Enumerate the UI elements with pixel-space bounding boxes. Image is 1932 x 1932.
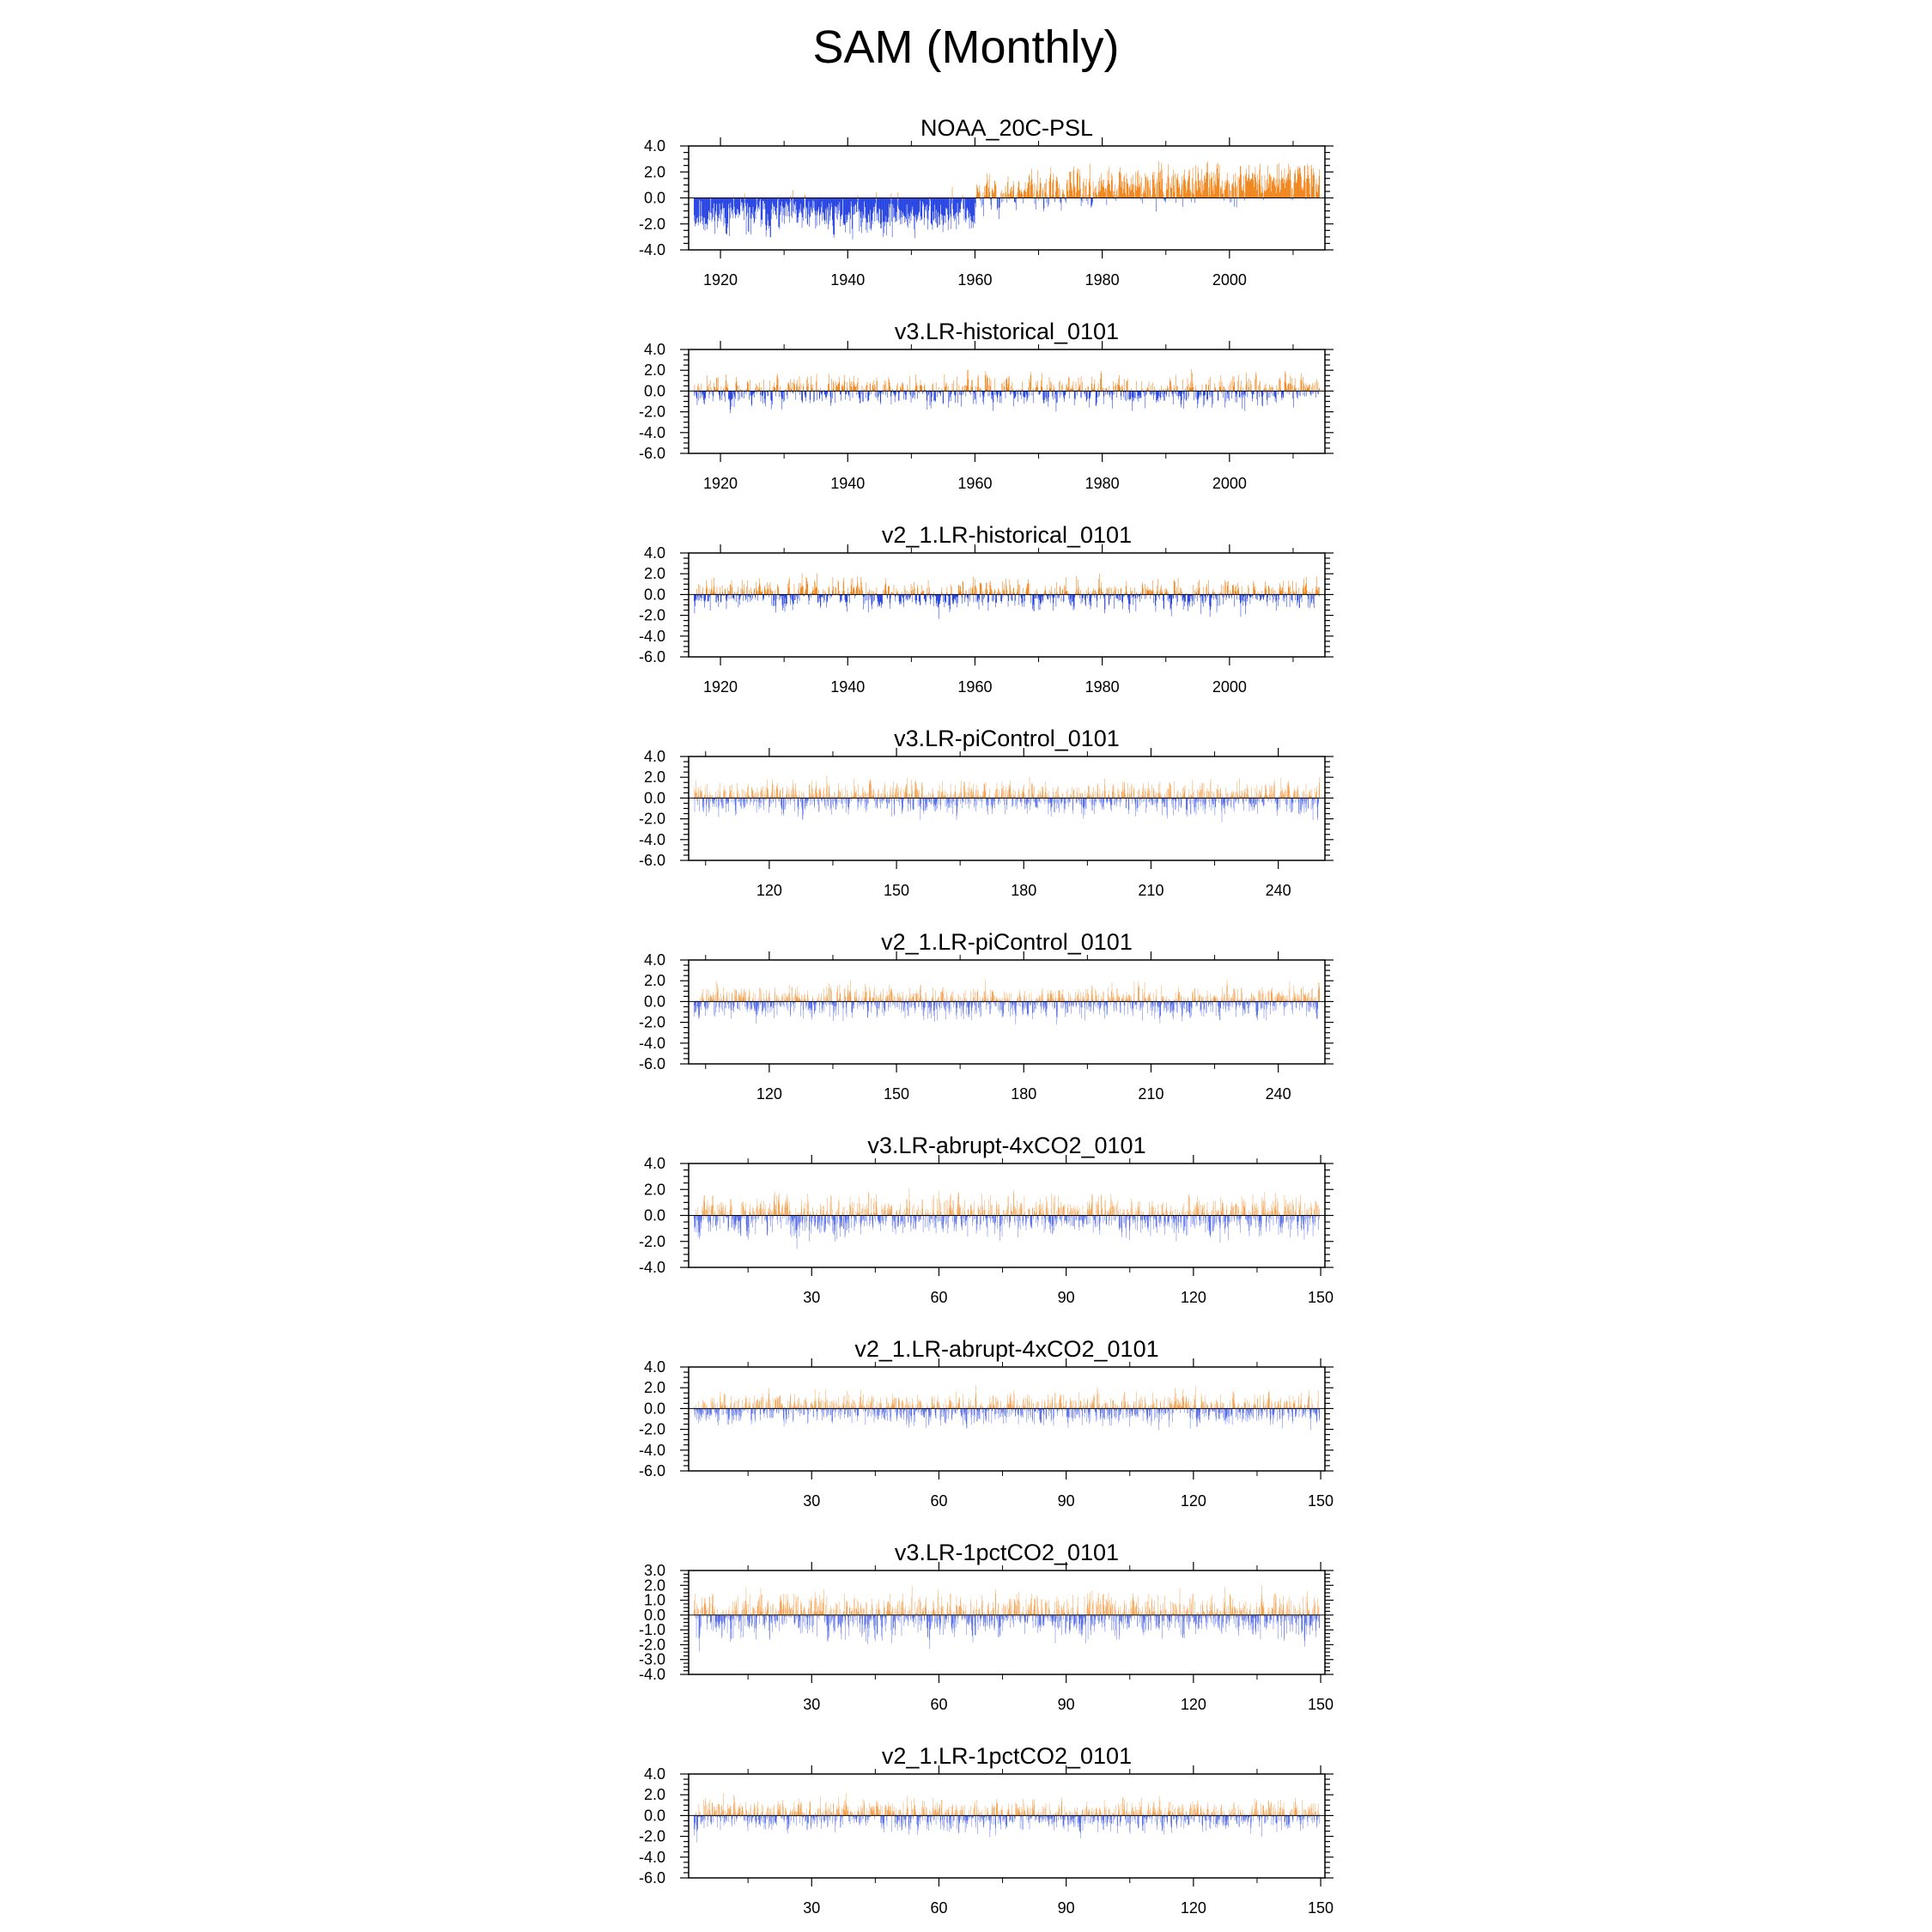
x-tick-label: 30 xyxy=(803,1289,821,1306)
panel-title: v3.LR-historical_0101 xyxy=(894,319,1120,344)
y-tick-label: -4.0 xyxy=(638,1848,665,1866)
negative-bars xyxy=(696,1615,1320,1651)
positive-bars xyxy=(694,775,1320,798)
y-tick-label: 2.0 xyxy=(643,361,665,380)
x-tick-label: 90 xyxy=(1057,1696,1075,1713)
y-tick-label: -6.0 xyxy=(638,1869,665,1886)
y-tick-label: -6.0 xyxy=(638,1055,665,1072)
x-tick-label: 240 xyxy=(1265,882,1291,899)
positive-bars xyxy=(694,1586,1319,1615)
y-tick-label: 0.0 xyxy=(643,789,665,807)
panel-title: v3.LR-abrupt-4xCO2_0101 xyxy=(867,1133,1146,1158)
y-tick-label: 2.0 xyxy=(643,163,665,181)
y-tick-label: 2.0 xyxy=(643,1181,665,1199)
plot-frame xyxy=(689,349,1325,453)
x-tick-label: 1920 xyxy=(703,475,738,492)
y-tick-label: -2.0 xyxy=(638,1827,665,1845)
negative-bars xyxy=(694,594,1319,618)
x-tick-label: 120 xyxy=(1180,1289,1206,1306)
y-tick-label: 3.0 xyxy=(643,1562,665,1579)
sam-panel xyxy=(639,1540,1334,1713)
x-tick-label: 180 xyxy=(1011,1085,1037,1103)
y-tick-label: 2.0 xyxy=(643,1577,665,1595)
y-tick-label: 2.0 xyxy=(643,972,665,990)
x-tick-label: 120 xyxy=(756,882,782,899)
y-tick-label: 0.0 xyxy=(643,189,665,207)
y-tick-label: -2.0 xyxy=(638,215,665,233)
x-tick-label: 1980 xyxy=(1084,475,1120,492)
panel-title: v3.LR-piControl_0101 xyxy=(894,726,1120,751)
x-tick-label: 2000 xyxy=(1212,271,1247,289)
x-tick-label: 150 xyxy=(1308,1289,1334,1306)
y-tick-label: 4.0 xyxy=(643,137,665,155)
y-tick-label: -4.0 xyxy=(638,1441,665,1459)
x-tick-label: 1920 xyxy=(703,678,738,696)
y-tick-label: -6.0 xyxy=(638,1462,665,1479)
y-tick-label: 4.0 xyxy=(643,341,665,358)
positive-bars xyxy=(694,1386,1318,1409)
negative-bars xyxy=(694,1815,1320,1842)
negative-bars xyxy=(694,1216,1320,1249)
y-tick-label: -4.0 xyxy=(638,627,665,645)
positive-bars xyxy=(696,1188,1319,1215)
x-tick-label: 1960 xyxy=(957,475,993,492)
plot-frame xyxy=(689,1774,1325,1878)
y-tick-label: 0.0 xyxy=(643,1606,665,1624)
sam-panel xyxy=(639,522,1334,696)
panel-title: NOAA_20C-PSL xyxy=(920,115,1094,141)
y-tick-label: -6.0 xyxy=(638,648,665,665)
negative-bars xyxy=(694,1001,1318,1024)
y-tick-label: -4.0 xyxy=(638,830,665,848)
negative-bars xyxy=(695,798,1319,822)
sam-panel xyxy=(639,1743,1334,1917)
x-tick-label: 2000 xyxy=(1212,678,1247,696)
sam-panel xyxy=(639,929,1334,1103)
y-tick-label: 2.0 xyxy=(643,565,665,583)
panel-title: v2_1.LR-abrupt-4xCO2_0101 xyxy=(854,1336,1159,1362)
x-tick-label: 60 xyxy=(930,1696,948,1713)
x-tick-label: 1940 xyxy=(830,678,866,696)
y-tick-label: -2.0 xyxy=(638,1232,665,1250)
y-tick-label: -2.0 xyxy=(638,1636,665,1654)
y-tick-label: 4.0 xyxy=(643,1358,665,1376)
y-tick-label: -2.0 xyxy=(638,606,665,624)
figure-title: SAM (Monthly) xyxy=(812,21,1120,73)
x-tick-label: 120 xyxy=(1180,1899,1206,1917)
y-tick-label: -4.0 xyxy=(638,241,665,258)
x-tick-label: 150 xyxy=(1308,1899,1334,1917)
positive-bars xyxy=(711,161,1320,198)
y-tick-label: 4.0 xyxy=(643,544,665,562)
y-tick-label: -6.0 xyxy=(638,445,665,462)
x-tick-label: 90 xyxy=(1057,1492,1075,1510)
negative-bars xyxy=(695,1408,1320,1430)
x-tick-label: 30 xyxy=(803,1899,821,1917)
y-tick-label: -4.0 xyxy=(638,1259,665,1276)
plot-frame xyxy=(689,960,1325,1064)
x-tick-label: 1940 xyxy=(830,475,866,492)
x-tick-label: 90 xyxy=(1057,1899,1075,1917)
panel-title: v2_1.LR-historical_0101 xyxy=(881,522,1133,548)
x-tick-label: 120 xyxy=(1180,1696,1206,1713)
y-tick-label: 0.0 xyxy=(643,586,665,604)
x-tick-label: 1960 xyxy=(957,271,993,289)
sam-panel xyxy=(639,1133,1334,1306)
negative-bars xyxy=(694,198,1306,240)
y-tick-label: -6.0 xyxy=(638,852,665,869)
y-tick-label: 0.0 xyxy=(643,382,665,400)
y-tick-label: -4.0 xyxy=(638,1666,665,1683)
positive-bars xyxy=(696,573,1319,594)
x-tick-label: 90 xyxy=(1057,1289,1075,1306)
y-tick-label: -3.0 xyxy=(638,1650,665,1668)
y-tick-label: -4.0 xyxy=(638,1034,665,1052)
y-tick-label: -2.0 xyxy=(638,1420,665,1438)
plot-frame xyxy=(689,553,1325,657)
y-tick-label: 4.0 xyxy=(643,748,665,765)
y-tick-label: 2.0 xyxy=(643,769,665,787)
sam-panel xyxy=(639,726,1334,899)
panel-title: v2_1.LR-piControl_0101 xyxy=(881,929,1133,955)
y-tick-label: -2.0 xyxy=(638,403,665,421)
sam-panel xyxy=(639,1336,1334,1510)
x-tick-label: 2000 xyxy=(1212,475,1247,492)
panels-group xyxy=(639,115,1334,1917)
y-tick-label: 4.0 xyxy=(643,951,665,969)
x-tick-label: 210 xyxy=(1138,1085,1164,1103)
y-tick-label: 1.0 xyxy=(643,1591,665,1609)
x-tick-label: 1980 xyxy=(1084,678,1120,696)
y-tick-label: 4.0 xyxy=(643,1765,665,1783)
x-tick-label: 1980 xyxy=(1084,271,1120,289)
x-tick-label: 120 xyxy=(1180,1492,1206,1510)
panel-title: v2_1.LR-1pctCO2_0101 xyxy=(881,1743,1133,1769)
y-tick-label: 0.0 xyxy=(643,993,665,1011)
y-tick-label: 4.0 xyxy=(643,1155,665,1172)
y-tick-label: 2.0 xyxy=(643,1379,665,1397)
x-tick-label: 150 xyxy=(884,882,910,899)
x-tick-label: 150 xyxy=(1308,1696,1334,1713)
panel-title: v3.LR-1pctCO2_0101 xyxy=(894,1540,1120,1565)
positive-bars xyxy=(695,369,1320,392)
x-tick-label: 60 xyxy=(930,1899,948,1917)
x-tick-label: 30 xyxy=(803,1492,821,1510)
x-tick-label: 1920 xyxy=(703,271,738,289)
x-tick-label: 60 xyxy=(930,1492,948,1510)
sam-panel xyxy=(639,319,1334,492)
x-tick-label: 1960 xyxy=(957,678,993,696)
y-tick-label: -4.0 xyxy=(638,423,665,441)
x-tick-label: 150 xyxy=(1308,1492,1334,1510)
y-tick-label: 0.0 xyxy=(643,1807,665,1825)
positive-bars xyxy=(696,1793,1319,1815)
positive-bars xyxy=(700,980,1320,1002)
x-tick-label: 60 xyxy=(930,1289,948,1306)
y-tick-label: 2.0 xyxy=(643,1786,665,1804)
y-tick-label: 0.0 xyxy=(643,1206,665,1224)
x-tick-label: 1940 xyxy=(830,271,866,289)
y-tick-label: -2.0 xyxy=(638,1013,665,1031)
x-tick-label: 240 xyxy=(1265,1085,1291,1103)
x-tick-label: 180 xyxy=(1011,882,1037,899)
y-tick-label: -1.0 xyxy=(638,1621,665,1639)
x-tick-label: 150 xyxy=(884,1085,910,1103)
x-tick-label: 120 xyxy=(756,1085,782,1103)
negative-bars xyxy=(694,391,1318,413)
y-tick-label: -2.0 xyxy=(638,810,665,828)
x-tick-label: 210 xyxy=(1138,882,1164,899)
sam-panel xyxy=(639,115,1334,289)
y-tick-label: 0.0 xyxy=(643,1400,665,1418)
x-tick-label: 30 xyxy=(803,1696,821,1713)
